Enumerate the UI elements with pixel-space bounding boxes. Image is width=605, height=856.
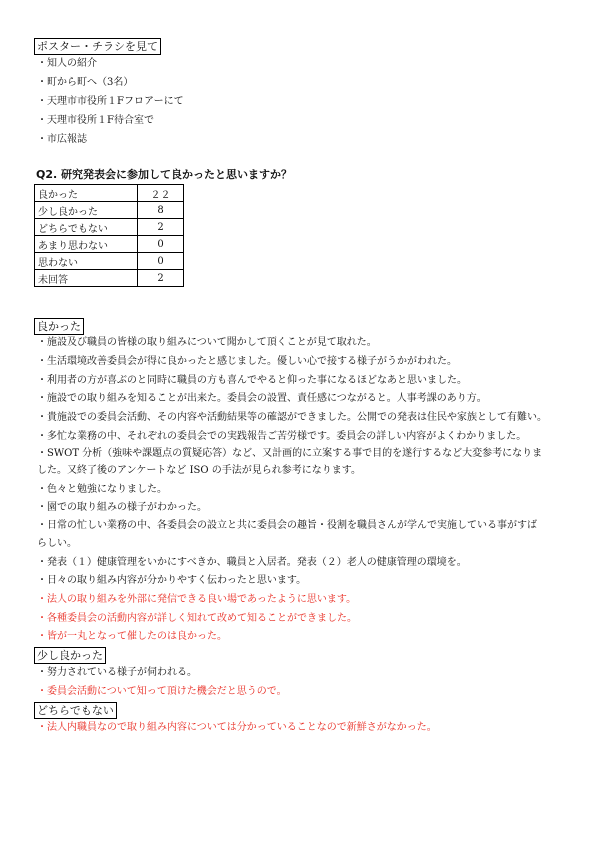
neither-heading: どちらでもない xyxy=(34,702,117,719)
comment-line-red: ・委員会活動について知って頂けた機会だと思うので。 xyxy=(37,686,287,697)
poster-item: ・町から町へ（3名） xyxy=(37,77,134,88)
comment-line: ・貴施設での委員会活動、その内容や活動結果等の確認ができました。公開での発表は住民や家族として有難い。 xyxy=(37,412,547,423)
comment-line: ・多忙な業務の中、それぞれの委員会での実践報告ご苦労様です。委員会の詳しい内容がよくわかりました。 xyxy=(37,431,527,442)
comment-line-red: ・皆が一丸となって催したのは良かった。 xyxy=(37,631,227,642)
comment-line: ・色々と勉強になりました。 xyxy=(37,484,167,495)
comment-line: ・生活環境改善委員会が得に良かったと感じました。優しい心で接する様子がうかがわれた。 xyxy=(37,356,457,367)
comment-line: ・園での取り組みの様子がわかった。 xyxy=(37,502,207,513)
poster-item: ・天理市役所１F待合室で xyxy=(37,115,154,126)
poster-item: ・市広報誌 xyxy=(37,134,87,145)
comment-line-continued: らしい。 xyxy=(37,538,77,549)
q2-answer-table xyxy=(34,184,184,287)
table-row xyxy=(35,253,184,270)
answer-label: 良かった xyxy=(35,185,138,202)
answer-count: 8 xyxy=(138,202,184,219)
comment-line: ・努力されている様子が伺われる。 xyxy=(37,667,197,678)
answer-count: 0 xyxy=(138,236,184,253)
q2-title: Q2. 研究発表会に参加して良かったと思いますか？ xyxy=(36,168,293,181)
comment-line-continued: した。又終了後のアンケートなど ISO の手法が見られ参考になります。 xyxy=(37,465,361,476)
comment-line: ・施設及び職員の皆様の取り組みについて聞かして頂くことが見て取れた。 xyxy=(37,337,377,348)
poster-item: ・天理市市役所１Fフロアーにて xyxy=(37,96,184,107)
table-row xyxy=(35,270,184,287)
answer-label: 未回答 xyxy=(35,270,138,287)
poster-heading: ポスター・チラシを見て xyxy=(34,38,161,55)
poster-item: ・知人の紹介 xyxy=(37,58,97,69)
comment-line: ・発表（１）健康管理をいかにすべきか、職員と入居者。発表（２）老人の健康管理の環境を。 xyxy=(37,557,467,568)
table-row xyxy=(35,202,184,219)
table-row xyxy=(35,185,184,202)
answer-label: どちらでもない xyxy=(35,219,138,236)
table-row xyxy=(35,219,184,236)
comment-line-red: ・法人の取り組みを外部に発信できる良い場であったように思います。 xyxy=(37,594,357,605)
answer-count: ２２ xyxy=(138,185,184,202)
comment-line-red: ・法人内職員なので取り組み内容については分かっていることなので新鮮さがなかった。 xyxy=(37,722,437,733)
answer-count: 0 xyxy=(138,253,184,270)
comment-line: ・日々の取り組み内容が分かりやすく伝わったと思います。 xyxy=(37,575,307,586)
answer-label: 少し良かった xyxy=(35,202,138,219)
comment-line-red: ・各種委員会の活動内容が詳しく知れて改めて知ることができました。 xyxy=(37,613,357,624)
comment-line: ・日常の忙しい業務の中、各委員会の設立と共に委員会の趣旨・役割を職員さんが学んで実施している事がすば xyxy=(37,520,537,531)
slightly-good-heading: 少し良かった xyxy=(34,647,106,664)
answer-count: 2 xyxy=(138,270,184,287)
answer-label: 思わない xyxy=(35,253,138,270)
answer-count: 2 xyxy=(138,219,184,236)
table-row xyxy=(35,236,184,253)
answer-label: あまり思わない xyxy=(35,236,138,253)
comment-line: ・施設での取り組みを知ることが出来た。委員会の設置、責任感につながると。人事考課のあり方。 xyxy=(37,393,487,404)
comment-line: ・利用者の方が喜ぶのと同時に職員の方も喜んでやると仰った事になるほどなあと思いました。 xyxy=(37,375,467,386)
good-heading: 良かった xyxy=(34,318,84,335)
comment-line: ・SWOT 分析（強味や課題点の質疑応答）など、又計画的に立案する事で目的を遂行するなど大変参考になりま xyxy=(37,448,543,459)
